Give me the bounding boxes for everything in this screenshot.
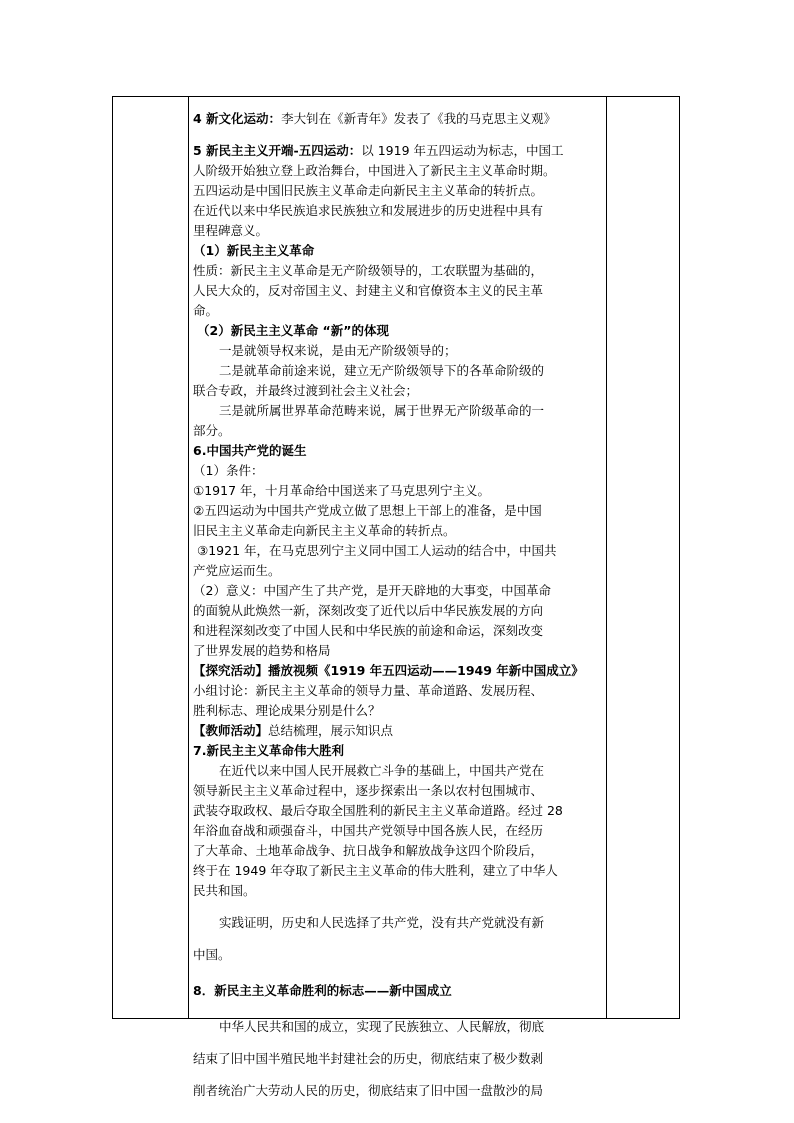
section-5: 5 新民主主义开端-五四运动：以 1919 年五四运动为标志，中国工 (193, 143, 564, 158)
text-line: 三是就所属世界革命范畴来说，属于世界无产阶级革命的一 (219, 403, 545, 418)
text-line: 在近代以来中国人民开展救亡斗争的基础上，中国共产党在 (219, 763, 545, 778)
text-line: 旧民主主义革命走向新民主主义革命的转折点。 (193, 523, 456, 538)
text-line: 部分。 (193, 423, 231, 438)
section-8-title: 8．新民主主义革命胜利的标志——新中国成立 (193, 983, 452, 998)
text-line: 人民大众的，反对帝国主义、封建主义和官僚资本主义的民主革 (193, 283, 544, 298)
section-7-title: 7.新民主主义革命伟大胜利 (193, 743, 344, 758)
text-line: 终于在 1949 年夺取了新民主主义革命的伟大胜利，建立了中华人 (193, 863, 558, 878)
text-line: 在近代以来中华民族追求民族独立和发展进步的历史进程中具有 (193, 203, 544, 218)
text-line: 五四运动是中国旧民族主义革命走向新民主主义革命的转折点。 (193, 183, 544, 198)
text-line: 实践证明，历史和人民选择了共产党，没有共产党就没有新 (219, 915, 545, 930)
text-line: 了大革命、土地革命战争、抗日战争和解放战争这四个阶段后， (193, 843, 544, 858)
subsection-title: （2）新民主主义革命 “新”的体现 (197, 323, 389, 338)
column-divider-left (188, 97, 189, 1018)
text-line: 中国。 (193, 947, 231, 962)
text-line: 小组讨论：新民主主义革命的领导力量、革命道路、发展历程、 (193, 683, 544, 698)
text-line: 领导新民主主义革命过程中，逐步探索出一条以农村包围城市、 (193, 783, 544, 798)
text-line: 胜利标志、理论成果分别是什么？ (193, 703, 381, 718)
text-line: 中华人民共和国的成立，实现了民族独立、人民解放，彻底 (219, 1019, 545, 1034)
text-line: 结束了旧中国半殖民地半封建社会的历史，彻底结束了极少数剥 (193, 1051, 544, 1066)
lesson-content (193, 109, 603, 1101)
text-line: 一是就领导权来说，是由无产阶级领导的； (219, 343, 457, 358)
section-6-title: 6.中国共产党的诞生 (193, 443, 307, 458)
text-line: （2）意义：中国产生了共产党，是开天辟地的大事变，中国革命 (193, 583, 551, 598)
text-line: 二是就革命前途来说，建立无产阶级领导下的各革命阶级的 (219, 363, 545, 378)
text-line: 民共和国。 (193, 883, 256, 898)
text-line: 命。 (193, 303, 219, 318)
text-line: ②五四运动为中国共产党成立做了思想上干部上的准备，是中国 (193, 503, 542, 518)
text-line: （1）条件： (193, 463, 264, 478)
text-line: ③1921 年，在马克思列宁主义同中国工人运动的结合中，中国共 (197, 543, 557, 558)
text-line: 武装夺取政权、最后夺取全国胜利的新民主主义革命道路。经过 28 (193, 803, 563, 818)
text-line: 人阶级开始独立登上政治舞台，中国进入了新民主主义革命时期。 (193, 163, 556, 178)
lesson-table (112, 96, 680, 1098)
teacher-activity: 【教师活动】总结梳理，展示知识点 (193, 723, 394, 738)
subsection-title: （1）新民主主义革命 (193, 243, 315, 258)
text-line: 联合专政，并最终过渡到社会主义社会； (193, 383, 419, 398)
column-divider-right (606, 97, 607, 1018)
text-line: ①1917 年，十月革命给中国送来了马克思列宁主义。 (193, 483, 490, 498)
section-4: 4 新文化运动：李大钊在《新青年》发表了《我的马克思主义观》 (193, 111, 557, 126)
text-line: 年浴血奋战和顽强奋斗，中国共产党领导中国各族人民，在经历 (193, 823, 544, 838)
text-line: 和进程深刻改变了中国人民和中华民族的前途和命运，深刻改变 (193, 623, 544, 638)
text-line: 产党应运而生。 (193, 563, 281, 578)
text-line: 的面貌从此焕然一新，深刻改变了近代以后中华民族发展的方向 (193, 603, 544, 618)
text-line: 里程碑意义。 (193, 223, 269, 238)
text-line: 性质：新民主主义革命是无产阶级领导的，工农联盟为基础的， (193, 263, 544, 278)
text-line: 削者统治广大劳动人民的历史，彻底结束了旧中国一盘散沙的局 (193, 1083, 544, 1098)
explore-activity-title: 【探究活动】播放视频《1919 年五四运动——1949 年新中国成立》 (193, 663, 584, 678)
text-line: 了世界发展的趋势和格局 (193, 643, 331, 658)
